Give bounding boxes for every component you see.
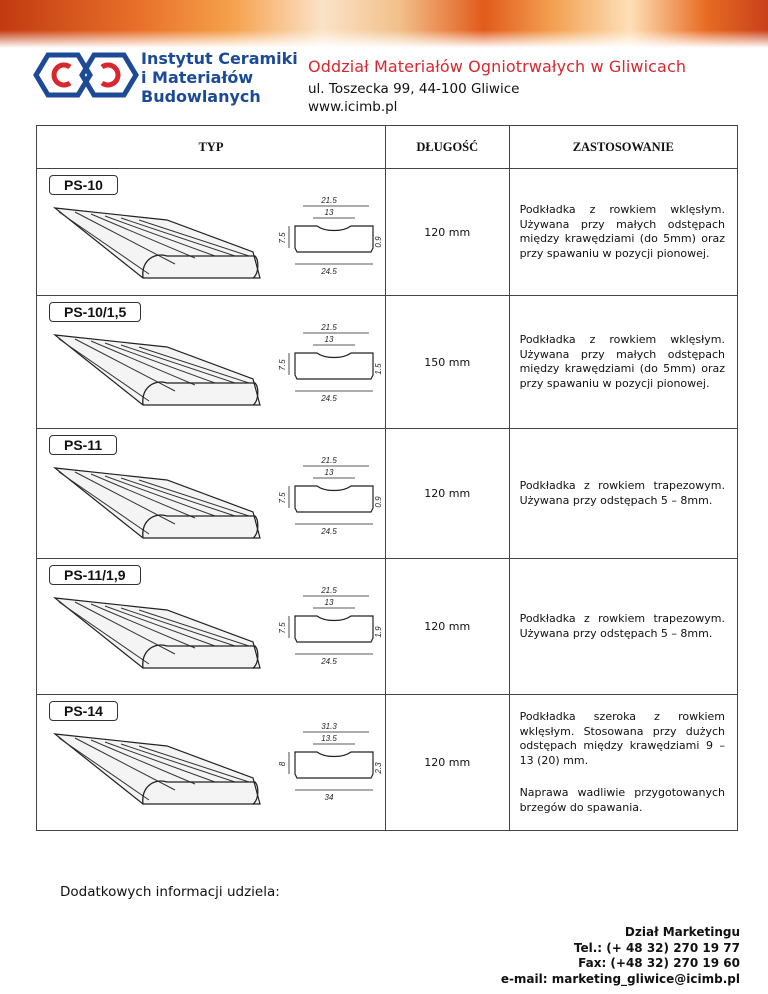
table-row [37,429,738,559]
length-cell: 120 mm [385,429,509,559]
table-header-row [37,126,738,169]
application-text: Podkładka z rowkiem wklęsłym. Używana przy małych odstępach między krawędziami (do 5mm) oraz przy spawaniu w pozycji pionowej. [519,203,725,260]
application-cell [509,695,737,831]
dim-bottom-label: 24.5 [321,393,337,403]
header-type: TYP [37,126,386,169]
dim-depth-label: 1.5 [374,362,383,375]
type-label: PS-10 [49,175,118,195]
application-text: Podkładka z rowkiem trapezowym. Używana przy odstępach 5 – 8mm. [519,612,725,640]
application-cell [509,169,737,296]
dim-top-label: 21.5 [321,585,337,595]
dim-top-label: 31.3 [321,721,337,731]
table-row [37,169,738,296]
dim-top-label: 21.5 [321,195,337,205]
table-row [37,296,738,429]
banner-fade [0,30,768,48]
institute-logo-icon [32,50,140,100]
application-cell [509,296,737,429]
type-label: PS-11/1,9 [49,565,141,585]
type-label: PS-14 [49,701,118,721]
product-table [36,125,738,831]
dim-inner-label: 13 [324,597,334,607]
dim-bottom-label: 24.5 [321,526,337,536]
institute-name-line-3: Budowlanych [141,87,261,106]
dim-height-label: 7.5 [278,491,287,504]
profile-drawing-cell [37,296,386,429]
length-cell: 120 mm [385,559,509,695]
application-text: Podkładka szeroka z rowkiem wklęsłym. Stosowana przy dużych odstępach między krawędziami 9 – 13 (20) mm. [519,710,725,767]
dim-top-label: 21.5 [321,455,337,465]
profile-drawing-cell [37,559,386,695]
institute-name-line-2: i Materiałów [141,68,254,87]
profile-drawing-cell [37,429,386,559]
department-title: Oddział Materiałów Ogniotrwałych w Gliwicach [308,57,687,76]
contact-tel: Tel.: (+ 48 32) 270 19 77 [573,940,740,955]
contact-block [501,925,740,987]
dim-depth-label: 0.9 [374,495,383,508]
dim-bottom-label: 34 [324,792,334,802]
table-row [37,695,738,831]
dim-depth-label: 2.3 [374,761,383,774]
application-cell [509,429,737,559]
address-block [308,80,519,116]
dim-depth-label: 1.9 [374,625,383,638]
dim-inner-label: 13 [324,207,334,217]
contact-dept: Dział Marketingu [624,925,740,939]
application-text: Podkładka z rowkiem trapezowym. Używana przy odstępach 5 – 8mm. [519,479,725,507]
address: ul. Toszecka 99, 44-100 Gliwice [308,81,520,97]
dim-height-label: 7.5 [278,358,287,371]
length-cell: 150 mm [385,296,509,429]
profile-drawing-cell [37,169,386,296]
dim-bottom-label: 24.5 [321,656,337,666]
table-row [37,559,738,695]
dim-height-label: 7.5 [278,621,287,634]
type-label: PS-10/1,5 [49,302,141,322]
header-length: DŁUGOŚĆ [385,126,509,169]
length-cell: 120 mm [385,695,509,831]
dim-depth-label: 0.9 [374,235,383,248]
header-application: ZASTOSOWANIE [509,126,737,169]
profile-drawing-cell [37,695,386,831]
type-label: PS-11 [49,435,117,455]
dim-top-label: 21.5 [321,322,337,332]
dim-inner-label: 13.5 [321,733,337,743]
institute-name-line-1: Instytut Ceramiki [141,49,298,68]
dim-inner-label: 13 [324,334,334,344]
dim-inner-label: 13 [324,467,334,477]
contact-email[interactable]: e-mail: marketing_gliwice@icimb.pl [500,971,740,986]
application-cell [509,559,737,695]
dim-height-label: 8 [278,761,287,766]
dim-bottom-label: 24.5 [321,266,337,276]
dim-height-label: 7.5 [278,231,287,244]
application-text: Naprawa wadliwie przygotowanych brzegów do spawania. [519,786,725,814]
institute-name [141,49,298,106]
application-text: Podkładka z rowkiem wklęsłym. Używana przy małych odstępach między krawędziami (do 5mm) oraz przy spawaniu w pozycji pionowej. [519,333,725,390]
more-info-label: Dodatkowych informacji udziela: [60,884,280,900]
length-cell: 120 mm [385,169,509,296]
website-link[interactable]: www.icimb.pl [308,99,398,115]
contact-fax: Fax: (+48 32) 270 19 60 [578,956,740,970]
